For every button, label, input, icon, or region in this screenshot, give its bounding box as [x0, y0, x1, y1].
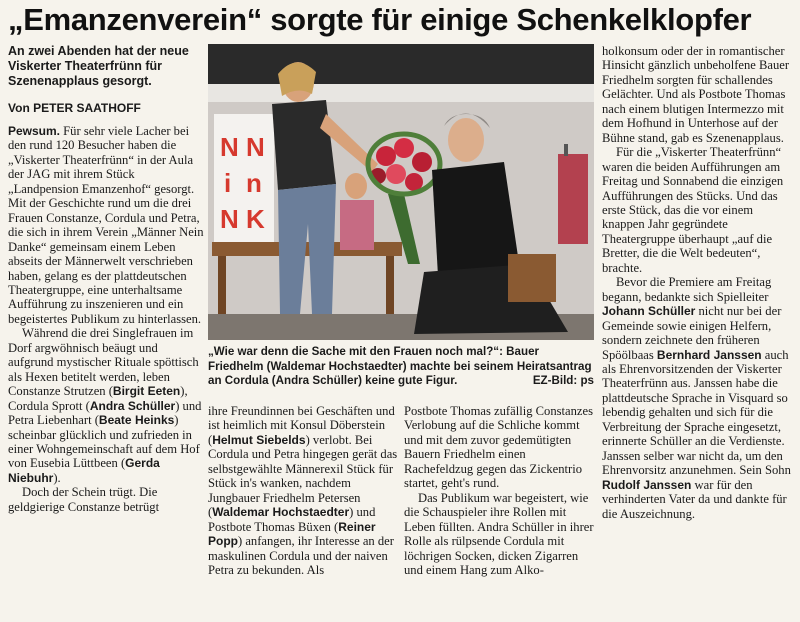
photo-credit: EZ-Bild: ps	[532, 374, 594, 387]
dateline: Pewsum.	[8, 124, 61, 138]
paragraph: Bevor die Premiere am Freitag begann, bedankte sich Spielleiter Johann Schüller nicht nur bei der Gemeinde sowie einigen Helfern, sondern zeichnete den früheren Spöölbaas Bernhard Janssen auch als Ehrenvorsitzenden der Viskerter Theaterfrünn aus. Janssen habe die plattdeutsche Sprache in Visquard so lebendig gehalten und sich für die Verbreitung der Sprache eingesetzt, erinnerte Schüller an die Verdienste. Janssen selber war nicht da, um den Ehrenvorsitz anzunehmen. Sein Sohn Rudolf Janssen war für den verhinderten Vater da und dankte für die Auszeichnung.	[602, 275, 791, 521]
actor-name: Beate Heinks	[98, 413, 175, 428]
backdrop-letter: n	[246, 168, 262, 198]
actor-name: Rudolf Janssen	[602, 477, 692, 492]
actor-name: Johann Schüller	[602, 304, 696, 319]
article-lead: An zwei Abenden hat der neue Viskerter Theaterfrünn für Szenenapplaus gesorgt.	[8, 44, 189, 88]
article-column-3	[404, 404, 594, 577]
actor-name: Waldemar Hochstaedter	[212, 505, 350, 520]
actor-name: Birgit Eeten	[112, 384, 181, 399]
paragraph: ihre Freundinnen bei Geschäften und ist heimlich mit Konsul Döberstein (Helmut Siebelds) verlobt. Bei Cordula und Petra hingegen gerät das selbstgewählte Männerexil Stück für Stück in's wanken, nachdem Jungbauer Friedhelm Petersen (Waldemar Hochstaedter) und Postbote Thomas Büxen (Reiner Popp) anfangen, ihr Interesse an der maskulinen Cordula und der naiven Petra zu bekunden. Als	[208, 404, 398, 577]
article-column-2	[208, 404, 398, 577]
actor-name: Reiner Popp	[208, 519, 376, 549]
stage-photo	[208, 44, 594, 340]
article-byline: Von PETER SAATHOFF	[8, 101, 141, 115]
backdrop-letter: N	[220, 132, 239, 162]
paragraph: holkonsum oder der in romantischer Hinsicht gänzlich unbeholfene Bauer Friedhelm sorgten für schallendes Gelächter. Und als Postbote Thomas nach einem blutigen Intermezzo mit dem Hofhund in Unterhose auf der Bühne stand, gab es Szenenapplaus.	[602, 44, 790, 145]
backdrop-letter: N	[220, 204, 239, 234]
actor-name: Helmut Siebelds	[212, 432, 306, 447]
article-column-4	[602, 44, 794, 521]
photo-caption: „Wie war denn die Sache mit den Frauen noch mal?“: Bauer Friedhelm (Waldemar Hochstaedter) machte bei seinem Heiratsantrag an Cordula (Andra Schüller) keine gute Figur. EZ-Bild: ps	[208, 345, 594, 387]
paragraph: Postbote Thomas zufällig Constanzes Verlobung auf die Schliche kommt und mit dem zuvor gedemütigten Bauern Friedhelm einen Rachefeldzug gegen das Zickentrio startet, geht's rund.	[404, 404, 593, 491]
actor-name: Bernhard Janssen	[656, 347, 762, 362]
article-column-1	[8, 124, 204, 514]
paragraph: Für die „Viskerter Theaterfrünn“ waren die beiden Aufführungen am Freitag und Sonnabend die einzigen Aufführungen des Stücks. Und das erste Stück, das die vor einem knappen Jahr gegründete Theatergruppe überhaupt „auf die Bretter, die die Welt bedeuten“, brachte.	[602, 145, 784, 275]
actor-name: Andra Schüller	[89, 398, 176, 413]
backdrop-letter: i	[224, 168, 232, 198]
backdrop-letter: K	[246, 204, 265, 234]
backdrop-letter: N	[246, 132, 265, 162]
stage-photo-image	[208, 44, 594, 340]
paragraph: Während die drei Singlefrauen im Dorf argwöhnisch beäugt und aufgrund mystischer Rituale spöttisch als Hexen betitelt werden, leben Constanze Strutzen (Birgit Eeten), Cordula Sprott (Andra Schüller) und Petra Liebenhart (Beate Heinks) scheinbar glücklich und zufrieden in einer Wohngemeinschaft auf dem Hof von Eusebia Lüttbeen (Gerda Niebuhr).	[8, 326, 202, 485]
paragraph: Das Publikum war begeistert, wie die Schauspieler ihre Rollen mit Leben füllten. Andra Schüller in ihrer Rolle als rülpsende Cordula mit löchrigen Socken, dicken Zigarren und einem Hang zum Alko-	[404, 490, 594, 577]
article-headline: „Emanzenverein“ sorgte für einige Schenkelklopfer	[8, 2, 752, 37]
paragraph: Pewsum. Für sehr viele Lacher bei den rund 120 Besucher haben die „Viskerter Theaterfrünn“ in der Aula der JAG mit ihrem Stück „Landpension Emanzenhof“ gesorgt. Mit der Geschichte rund um die drei Frauen Constanze, Cordula und Petra, die sich in ihrem Verein „Männer Nein Danke“ gemeinsam einem Leben abseits der Männerwelt verschrieben haben, gelang es der plattdeutschen Theatergruppe, eine unterhaltsame Aufführung zu inszenieren und ein begeistertes Publikum zu hinterlassen.	[8, 124, 204, 326]
paragraph: Doch der Schein trügt. Die geldgierige Constanze betrügt	[8, 485, 160, 514]
actor-name: Gerda Niebuhr	[8, 456, 160, 485]
